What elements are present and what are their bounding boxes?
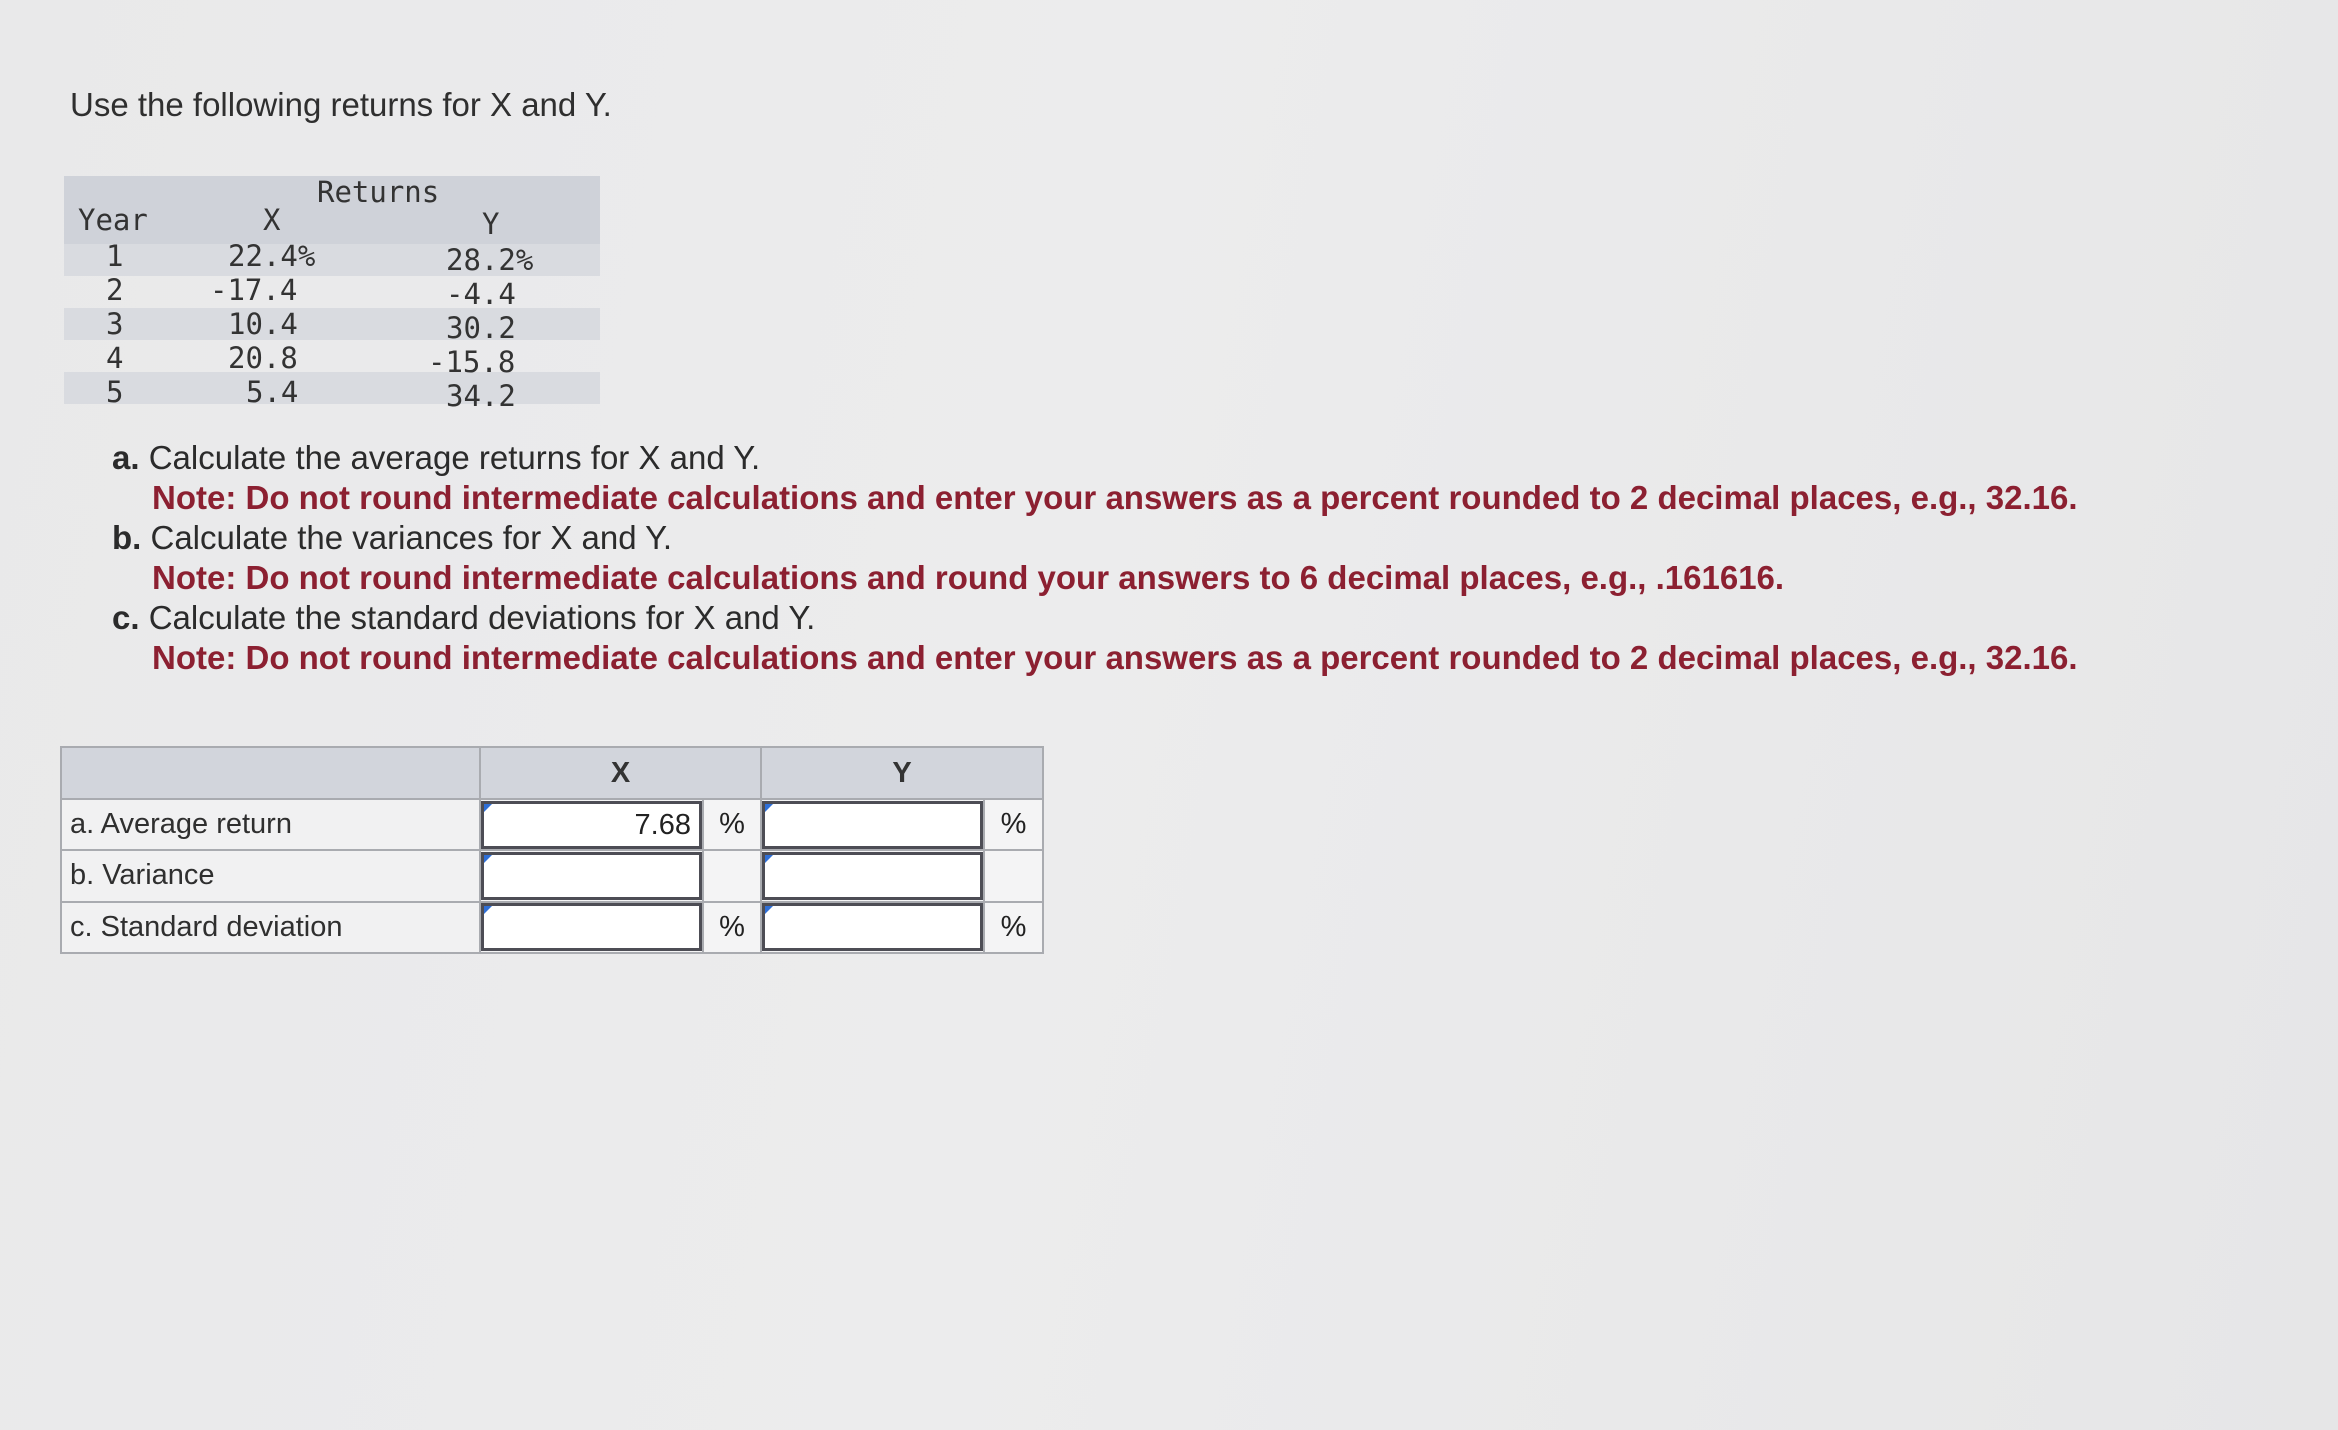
question-letter: b. bbox=[112, 519, 142, 556]
row-label-average-return: a. Average return bbox=[61, 799, 480, 850]
question-a bbox=[112, 438, 2252, 478]
question-text: Calculate the standard deviations for X and Y. bbox=[148, 599, 816, 636]
question-note: Note: Do not round intermediate calculations and enter your answers as a percent rounded to 2 decimal places, e.g., 32.16. bbox=[152, 479, 2078, 516]
question-note: Note: Do not round intermediate calculations and round your answers to 6 decimal places, e.g., .161616. bbox=[152, 559, 1785, 596]
row-stripe bbox=[64, 308, 600, 340]
average-return-y-input[interactable] bbox=[762, 801, 983, 849]
x-return-cell: 10.4 bbox=[228, 307, 298, 341]
answer-header-blank bbox=[61, 747, 480, 799]
row-label-variance: b. Variance bbox=[61, 850, 480, 901]
percent-unit: % bbox=[984, 902, 1043, 953]
question-letter: c. bbox=[112, 599, 140, 636]
x-return-cell: 22.4% bbox=[228, 239, 316, 273]
year-cell: 2 bbox=[106, 273, 124, 307]
y-column-header: Y bbox=[482, 207, 500, 241]
question-b bbox=[112, 518, 2252, 558]
unit-cell bbox=[984, 850, 1043, 901]
y-return-cell: 30.2 bbox=[446, 311, 516, 345]
x-return-cell: 5.4 bbox=[246, 375, 299, 409]
year-cell: 1 bbox=[106, 239, 124, 273]
problem-intro: Use the following returns for X and Y. bbox=[70, 86, 612, 123]
y-return-cell: -15.8 bbox=[428, 345, 516, 379]
percent-unit: % bbox=[703, 799, 761, 850]
question-text: Calculate the variances for X and Y. bbox=[150, 519, 673, 556]
percent-unit: % bbox=[703, 902, 761, 953]
x-column-header: X bbox=[263, 203, 281, 237]
answer-header-x: X bbox=[480, 747, 761, 799]
unit-cell bbox=[703, 850, 761, 901]
question-note: Note: Do not round intermediate calculations and enter your answers as a percent rounded to 2 decimal places, e.g., 32.16. bbox=[152, 639, 2078, 676]
x-return-cell: 20.8 bbox=[228, 341, 298, 375]
year-column-header: Year bbox=[78, 203, 148, 237]
std-dev-x-input[interactable] bbox=[481, 903, 702, 951]
variance-x-input[interactable] bbox=[481, 852, 702, 900]
answer-table bbox=[60, 746, 1042, 954]
answer-header-y: Y bbox=[761, 747, 1043, 799]
year-cell: 4 bbox=[106, 341, 124, 375]
returns-group-header: Returns bbox=[317, 175, 440, 209]
percent-unit: % bbox=[984, 799, 1043, 850]
question-instructions bbox=[112, 438, 2252, 678]
y-return-cell: 34.2 bbox=[446, 379, 516, 413]
variance-y-input[interactable] bbox=[762, 852, 983, 900]
year-cell: 3 bbox=[106, 307, 124, 341]
question-text: Calculate the average returns for X and Y. bbox=[148, 439, 761, 476]
y-return-cell: 28.2% bbox=[446, 243, 534, 277]
row-stripe bbox=[64, 372, 600, 404]
y-return-cell: -4.4 bbox=[446, 277, 516, 311]
std-dev-y-input[interactable] bbox=[762, 903, 983, 951]
row-label-standard-deviation: c. Standard deviation bbox=[61, 902, 480, 953]
question-letter: a. bbox=[112, 439, 140, 476]
x-return-cell: -17.4 bbox=[210, 273, 298, 307]
question-c bbox=[112, 598, 2252, 638]
year-cell: 5 bbox=[106, 375, 124, 409]
average-return-x-input[interactable]: 7.68 bbox=[481, 801, 702, 849]
